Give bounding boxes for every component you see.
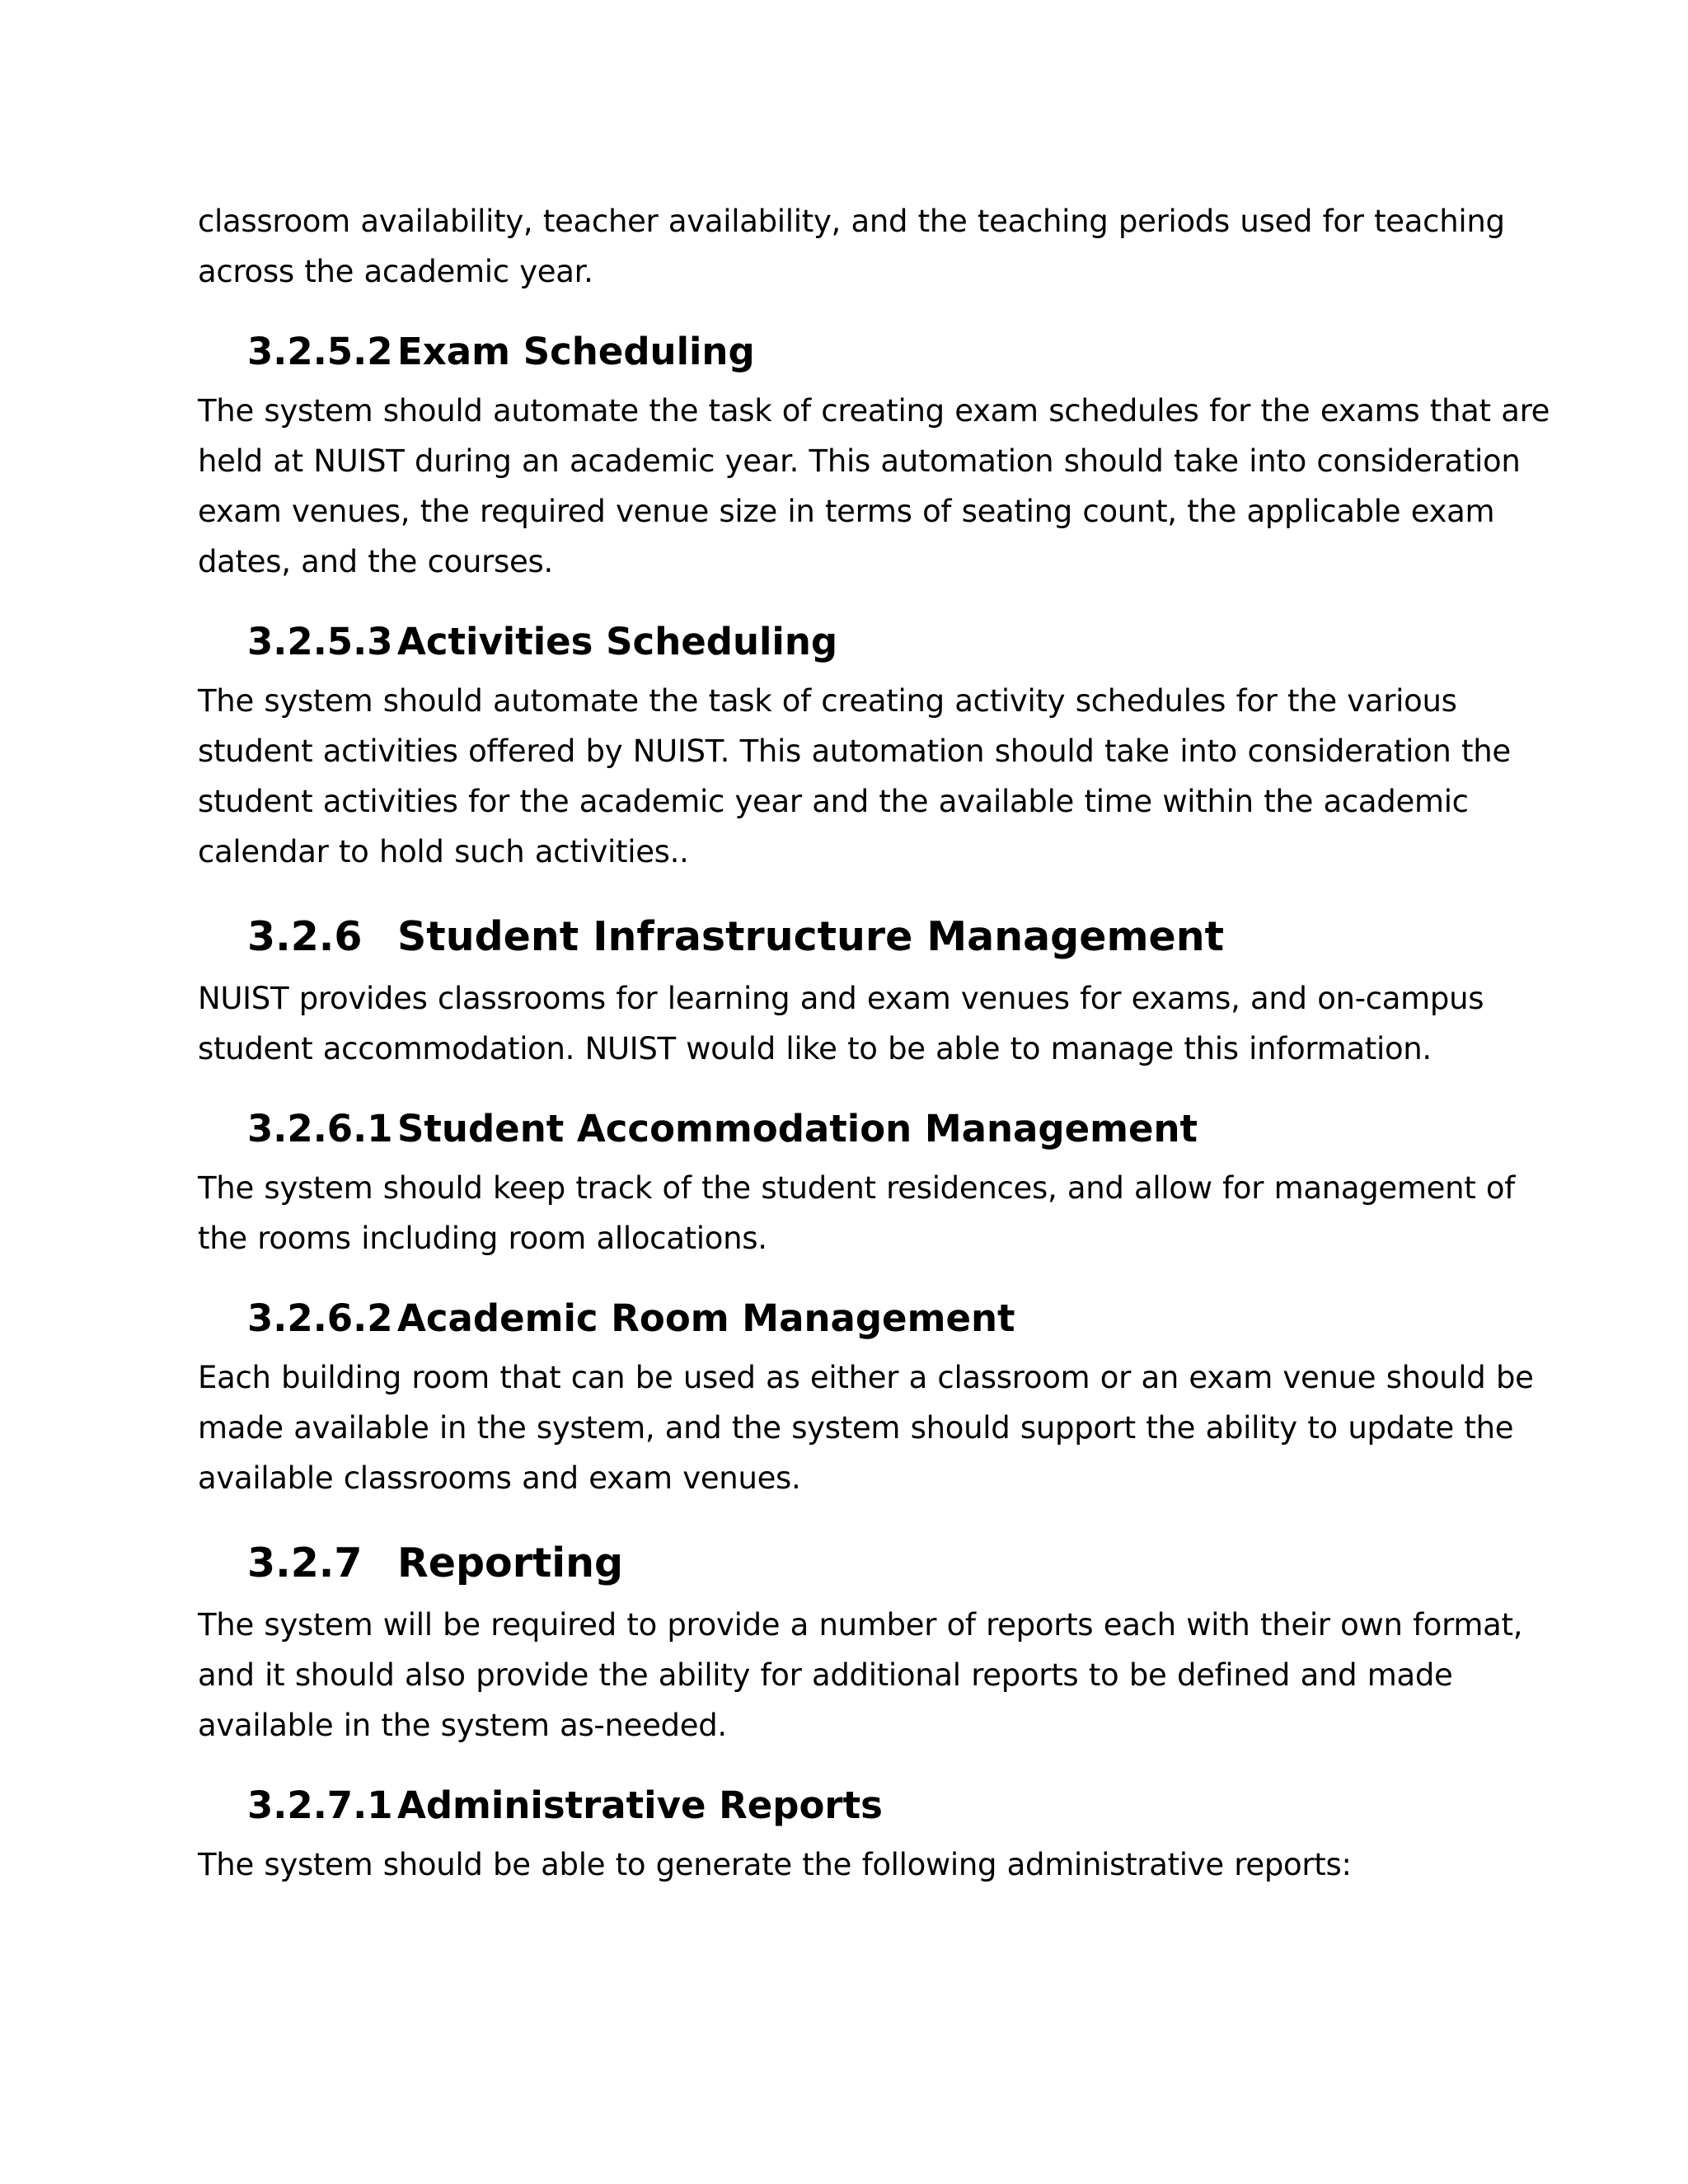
paragraph-administrative-reports	[198, 1840, 1517, 1890]
heading-title: Student Infrastructure Management	[397, 913, 1225, 960]
paragraph-timetabling-continued	[198, 196, 1517, 297]
heading-number: 3.2.7	[247, 1540, 363, 1586]
heading-title: Administrative Reports	[397, 1783, 883, 1827]
paragraph-line: across the academic year.	[198, 254, 593, 289]
paragraph-line: dates, and the courses.	[198, 544, 553, 579]
paragraph-line: classroom availability, teacher availability, and the teaching periods used for teaching	[198, 204, 1505, 239]
heading-number: 3.2.7.1	[247, 1783, 393, 1827]
heading-number: 3.2.6	[247, 913, 363, 960]
heading-title: Reporting	[397, 1540, 624, 1586]
heading-academic-room-management	[198, 1294, 1517, 1343]
paragraph-line: The system should automate the task of creating exam schedules for the exams that are	[198, 393, 1550, 429]
paragraph-line: and it should also provide the ability for additional reports to be defined and made	[198, 1657, 1453, 1693]
paragraph-line: made available in the system, and the system should support the ability to update the	[198, 1410, 1514, 1446]
paragraph-line: available classrooms and exam venues.	[198, 1460, 801, 1496]
heading-title: Student Accommodation Management	[397, 1107, 1198, 1151]
heading-exam-scheduling	[198, 327, 1517, 377]
paragraph-activities-scheduling	[198, 676, 1517, 877]
heading-title: Activities Scheduling	[397, 620, 838, 663]
heading-administrative-reports	[198, 1781, 1517, 1830]
paragraph-line: Each building room that can be used as either a classroom or an exam venue should be	[198, 1360, 1534, 1395]
heading-number: 3.2.5.2	[247, 330, 393, 373]
paragraph-line: the rooms including room allocations.	[198, 1221, 767, 1256]
paragraph-line: student activities for the academic year and the available time within the academic	[198, 784, 1469, 819]
paragraph-line: held at NUIST during an academic year. This automation should take into consideration	[198, 443, 1521, 479]
heading-number: 3.2.6.1	[247, 1107, 393, 1151]
paragraph-student-infrastructure	[198, 973, 1517, 1074]
paragraph-line: calendar to hold such activities..	[198, 834, 689, 869]
paragraph-reporting	[198, 1600, 1523, 1750]
paragraph-student-accommodation	[198, 1163, 1517, 1263]
paragraph-line: The system should be able to generate the following administrative reports:	[198, 1847, 1352, 1882]
heading-reporting	[198, 1537, 1517, 1590]
paragraph-line: student activities offered by NUIST. This automation should take into consideration the	[198, 733, 1511, 769]
document-body	[198, 196, 1550, 1890]
heading-number: 3.2.5.3	[247, 620, 393, 663]
heading-student-accommodation-management	[198, 1104, 1517, 1154]
heading-activities-scheduling	[198, 617, 1517, 667]
heading-student-infrastructure-management	[198, 911, 1517, 963]
heading-number: 3.2.6.2	[247, 1296, 393, 1340]
paragraph-line: The system will be required to provide a number of reports each with their own format,	[198, 1607, 1523, 1643]
paragraph-line: student accommodation. NUIST would like to be able to manage this information.	[198, 1031, 1432, 1066]
paragraph-line: The system should automate the task of creating activity schedules for the various	[198, 683, 1457, 719]
paragraph-line: exam venues, the required venue size in terms of seating count, the applicable exam	[198, 494, 1495, 529]
paragraph-line: NUIST provides classrooms for learning and exam venues for exams, and on-campus	[198, 981, 1484, 1016]
paragraph-line: available in the system as-needed.	[198, 1708, 727, 1743]
paragraph-line: The system should keep track of the student residences, and allow for management of	[198, 1170, 1515, 1206]
paragraph-academic-room	[198, 1352, 1534, 1503]
paragraph-exam-scheduling	[198, 386, 1550, 587]
heading-title: Academic Room Management	[397, 1296, 1015, 1340]
heading-title: Exam Scheduling	[397, 330, 755, 373]
